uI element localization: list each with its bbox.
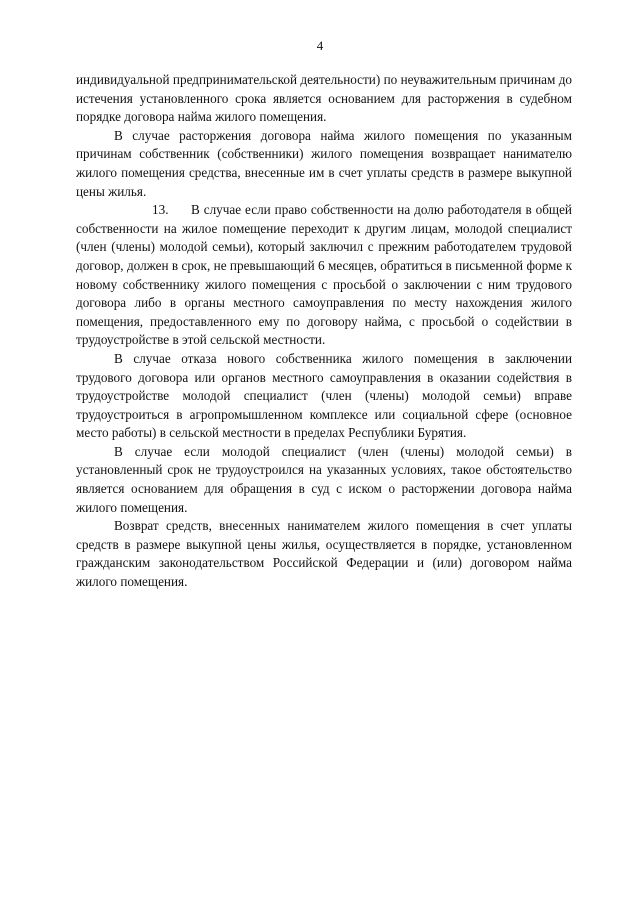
- item-number: 13.: [152, 202, 169, 218]
- paragraph: В случае если молодой специалист (член (члены) молодой семьи) в установленный срок не трудоустроился на указанных условиях, такое обстоятельство является основанием для обращения в суд с иском о расторжении договора найма жилого помещения.: [76, 443, 572, 515]
- document-body: [76, 71, 572, 592]
- paragraph: Возврат средств, внесенных нанимателем жилого помещения в счет уплаты средств в размере выкупной цены жилья, осуществляется в порядке, установленном гражданским законодательством Российской Федерации и (или) договором найма жилого помещения.: [76, 518, 572, 590]
- numbered-paragraph: [76, 201, 572, 350]
- paragraph: В случае расторжения договора найма жилого помещения по указанным причинам собственник (собственники) жилого помещения возвращает нанимателю жилого помещения средства, внесенные им в счет уплаты средств в размере выкупной цены жилья.: [76, 127, 572, 199]
- paragraph-continuation: индивидуальной предпринимательской деятельности) по неуважительным причинам до истечения установленного срока является основанием для расторжения в судебном порядке договора найма жилого помещения.: [76, 72, 572, 125]
- page-number: 4: [316, 38, 324, 53]
- item-text: В случае если право собственности на долю работодателя в общей собственности на жилое помещение переходит к другим лицам, молодой специалист (член (члены) молодой семьи), который заключил с прежним работодателем трудовой договор, должен в срок, не превышающий 6 месяцев, обратиться в письменной форме к новому собственнику жилого помещения с просьбой о заключении с ним трудового договора либо в органы местного самоуправления по месту нахождения жилого помещения, предоставленного ему по договору найма, с просьбой о содействии в трудоустройстве в этой сельской местности.: [76, 202, 572, 348]
- paragraph: В случае отказа нового собственника жилого помещения в заключении трудового договора или органов местного самоуправления в оказании содействия в трудоустройстве молодой специалист (член (члены) молодой семьи) вправе трудоустроиться в агропромышленном комплексе или социальной сфере (основное место работы) в сельской местности в пределах Республики Бурятия.: [76, 350, 572, 441]
